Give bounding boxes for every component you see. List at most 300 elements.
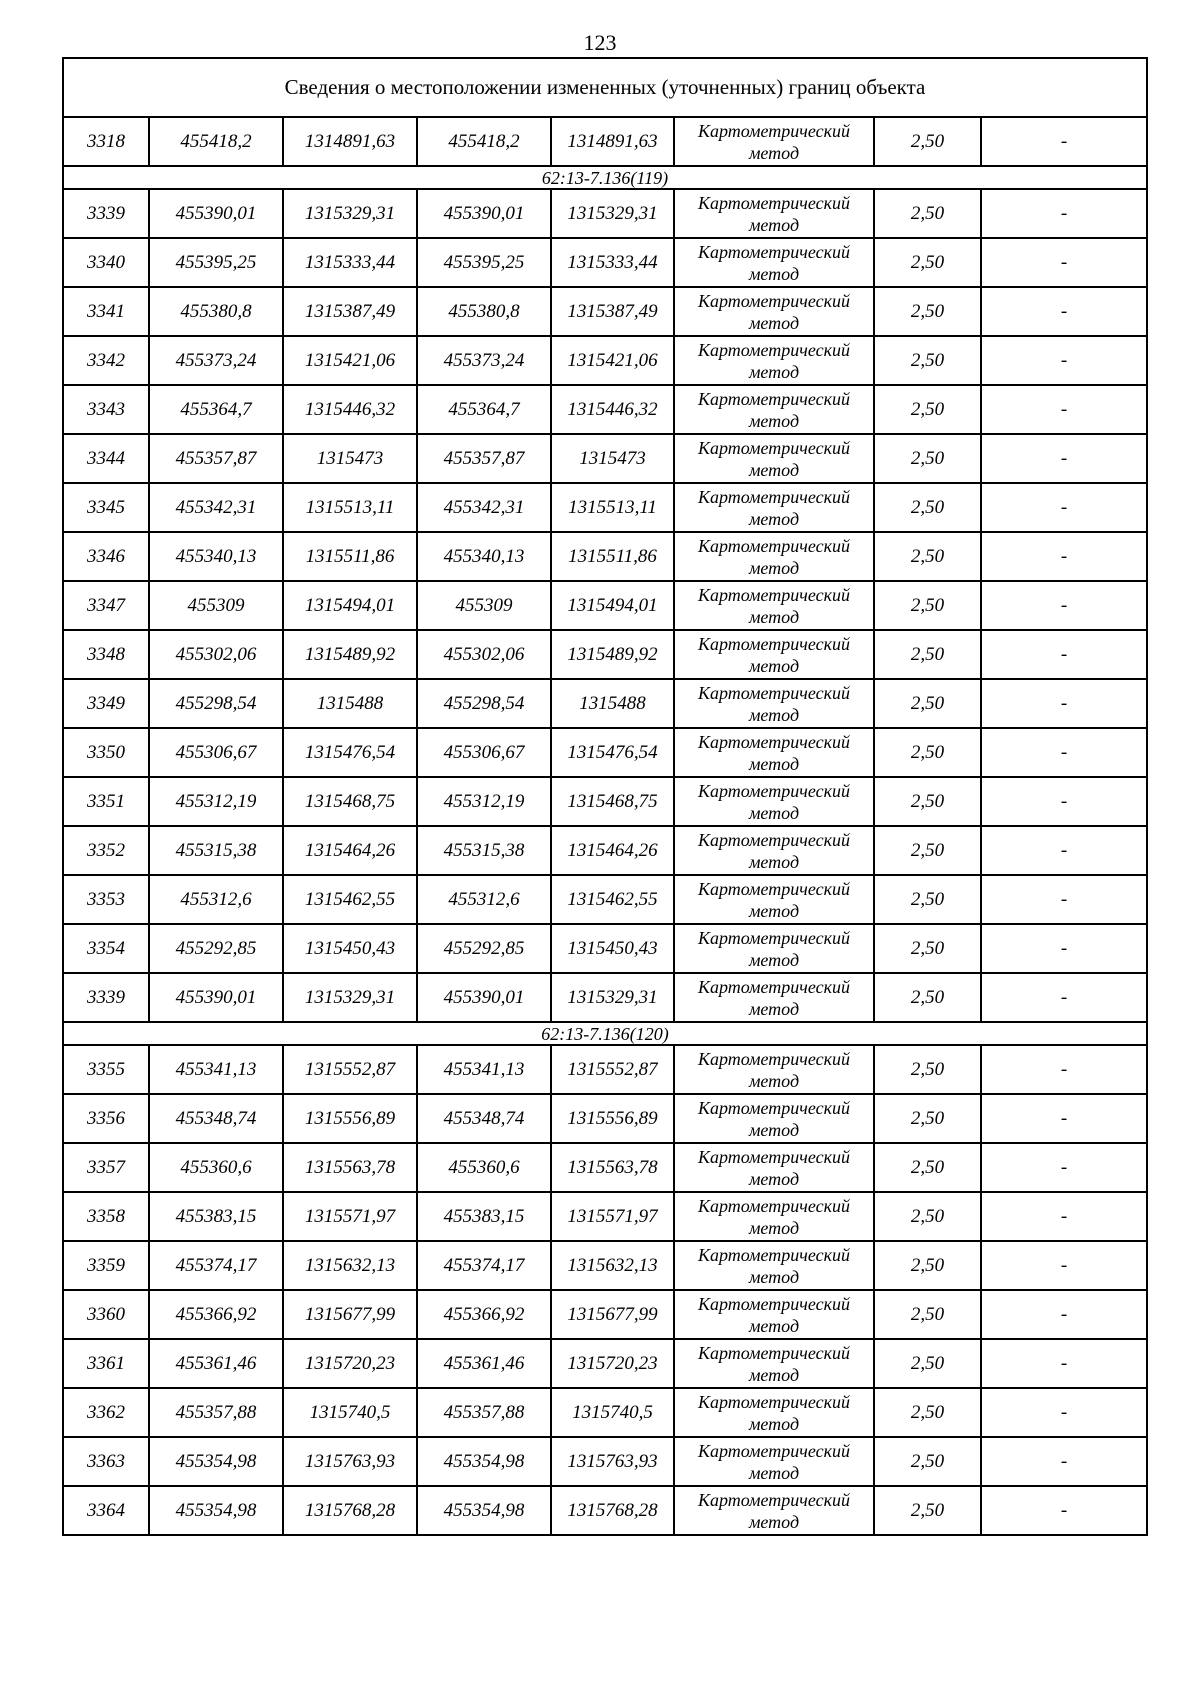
table-row	[63, 336, 1147, 385]
refined-x: 455380,8	[417, 287, 551, 336]
point-number: 3345	[63, 483, 149, 532]
description: -	[981, 532, 1147, 581]
point-number: 3364	[63, 1486, 149, 1535]
accuracy: 2,50	[874, 679, 981, 728]
method-line-1: Картометрический	[697, 388, 850, 409]
table-row	[63, 1241, 1147, 1290]
method-line-1: Картометрический	[697, 486, 850, 507]
table-row	[63, 1094, 1147, 1143]
method-line-2: метод	[748, 410, 800, 431]
accuracy: 2,50	[874, 826, 981, 875]
table-row	[63, 117, 1147, 166]
coordinates-table	[62, 57, 1148, 1536]
method	[674, 777, 874, 826]
existing-y: 1315563,78	[283, 1143, 417, 1192]
existing-y: 1315476,54	[283, 728, 417, 777]
accuracy: 2,50	[874, 973, 981, 1022]
point-number: 3354	[63, 924, 149, 973]
existing-x: 455366,92	[149, 1290, 283, 1339]
method-line-2: метод	[748, 459, 800, 480]
method-line-2: метод	[748, 802, 800, 823]
table-title: Сведения о местоположении измененных (уточненных) границ объекта	[63, 58, 1147, 117]
method	[674, 630, 874, 679]
existing-y: 1314891,63	[283, 117, 417, 166]
method-line-1: Картометрический	[697, 829, 850, 850]
existing-y: 1315489,92	[283, 630, 417, 679]
refined-y: 1315476,54	[551, 728, 674, 777]
refined-y: 1315488	[551, 679, 674, 728]
accuracy: 2,50	[874, 1094, 981, 1143]
refined-x: 455390,01	[417, 973, 551, 1022]
page-number: 123	[583, 30, 617, 55]
point-number: 3356	[63, 1094, 149, 1143]
point-number: 3350	[63, 728, 149, 777]
refined-x: 455341,13	[417, 1045, 551, 1094]
method-line-2: метод	[748, 361, 800, 382]
description: -	[981, 1241, 1147, 1290]
description: -	[981, 189, 1147, 238]
refined-y: 1315462,55	[551, 875, 674, 924]
accuracy: 2,50	[874, 1339, 981, 1388]
point-number: 3357	[63, 1143, 149, 1192]
accuracy: 2,50	[874, 1192, 981, 1241]
table-row	[63, 728, 1147, 777]
accuracy: 2,50	[874, 1486, 981, 1535]
refined-y: 1315489,92	[551, 630, 674, 679]
table-row	[63, 189, 1147, 238]
method-line-2: метод	[748, 142, 800, 163]
method	[674, 1339, 874, 1388]
existing-y: 1315768,28	[283, 1486, 417, 1535]
refined-y: 1315763,93	[551, 1437, 674, 1486]
refined-y: 1315329,31	[551, 973, 674, 1022]
accuracy: 2,50	[874, 581, 981, 630]
method-line-1: Картометрический	[697, 878, 850, 899]
refined-x: 455309	[417, 581, 551, 630]
method	[674, 875, 874, 924]
table-row	[63, 924, 1147, 973]
refined-x: 455373,24	[417, 336, 551, 385]
method-line-2: метод	[748, 851, 800, 872]
method	[674, 483, 874, 532]
point-number: 3358	[63, 1192, 149, 1241]
refined-y: 1315552,87	[551, 1045, 674, 1094]
existing-x: 455312,6	[149, 875, 283, 924]
accuracy: 2,50	[874, 1241, 981, 1290]
existing-x: 455354,98	[149, 1486, 283, 1535]
table-row	[63, 1290, 1147, 1339]
description: -	[981, 1290, 1147, 1339]
existing-y: 1315329,31	[283, 189, 417, 238]
description: -	[981, 287, 1147, 336]
method-line-1: Картометрический	[697, 1244, 850, 1265]
description: -	[981, 1437, 1147, 1486]
table-row	[63, 875, 1147, 924]
accuracy: 2,50	[874, 287, 981, 336]
method-line-2: метод	[748, 704, 800, 725]
method-line-2: метод	[748, 312, 800, 333]
refined-x: 455312,6	[417, 875, 551, 924]
method-line-1: Картометрический	[697, 1097, 850, 1118]
method-line-2: метод	[748, 655, 800, 676]
refined-y: 1315677,99	[551, 1290, 674, 1339]
point-number: 3342	[63, 336, 149, 385]
method-line-2: метод	[748, 998, 800, 1019]
accuracy: 2,50	[874, 630, 981, 679]
method-line-1: Картометрический	[697, 1146, 850, 1167]
method-line-2: метод	[748, 900, 800, 921]
description: -	[981, 483, 1147, 532]
point-number: 3362	[63, 1388, 149, 1437]
method-line-1: Картометрический	[697, 1195, 850, 1216]
refined-x: 455374,17	[417, 1241, 551, 1290]
method	[674, 117, 874, 166]
method-line-2: метод	[748, 263, 800, 284]
accuracy: 2,50	[874, 1290, 981, 1339]
method-line-1: Картометрический	[697, 927, 850, 948]
existing-x: 455383,15	[149, 1192, 283, 1241]
method-line-1: Картометрический	[697, 241, 850, 262]
method-line-1: Картометрический	[697, 1391, 850, 1412]
existing-x: 455364,7	[149, 385, 283, 434]
description: -	[981, 924, 1147, 973]
table-row	[63, 287, 1147, 336]
method-line-2: метод	[748, 1168, 800, 1189]
point-number: 3363	[63, 1437, 149, 1486]
point-number: 3351	[63, 777, 149, 826]
existing-y: 1315421,06	[283, 336, 417, 385]
method-line-1: Картометрический	[697, 1048, 850, 1069]
refined-x: 455340,13	[417, 532, 551, 581]
table-row	[63, 1486, 1147, 1535]
description: -	[981, 630, 1147, 679]
table-row	[63, 679, 1147, 728]
point-number: 3341	[63, 287, 149, 336]
method-line-2: метод	[748, 1413, 800, 1434]
existing-x: 455395,25	[149, 238, 283, 287]
description: -	[981, 728, 1147, 777]
existing-y: 1315464,26	[283, 826, 417, 875]
existing-y: 1315473	[283, 434, 417, 483]
refined-y: 1315511,86	[551, 532, 674, 581]
description: -	[981, 777, 1147, 826]
existing-x: 455418,2	[149, 117, 283, 166]
table-row	[63, 238, 1147, 287]
existing-y: 1315556,89	[283, 1094, 417, 1143]
point-number: 3348	[63, 630, 149, 679]
accuracy: 2,50	[874, 117, 981, 166]
description: -	[981, 1486, 1147, 1535]
refined-y: 1315720,23	[551, 1339, 674, 1388]
refined-x: 455360,6	[417, 1143, 551, 1192]
description: -	[981, 679, 1147, 728]
table-row	[63, 434, 1147, 483]
description: -	[981, 238, 1147, 287]
existing-x: 455354,98	[149, 1437, 283, 1486]
accuracy: 2,50	[874, 189, 981, 238]
existing-y: 1315677,99	[283, 1290, 417, 1339]
existing-x: 455302,06	[149, 630, 283, 679]
existing-x: 455374,17	[149, 1241, 283, 1290]
existing-y: 1315511,86	[283, 532, 417, 581]
method-line-1: Картометрический	[697, 192, 850, 213]
section-header-row	[63, 1022, 1147, 1045]
accuracy: 2,50	[874, 1143, 981, 1192]
point-number: 3352	[63, 826, 149, 875]
table-row	[63, 973, 1147, 1022]
refined-x: 455306,67	[417, 728, 551, 777]
method-line-1: Картометрический	[697, 1342, 850, 1363]
accuracy: 2,50	[874, 1437, 981, 1486]
refined-x: 455292,85	[417, 924, 551, 973]
method-line-2: метод	[748, 949, 800, 970]
table-row	[63, 581, 1147, 630]
point-number: 3353	[63, 875, 149, 924]
accuracy: 2,50	[874, 483, 981, 532]
refined-x: 455298,54	[417, 679, 551, 728]
method-line-1: Картометрический	[697, 535, 850, 556]
table-title-row	[63, 58, 1147, 117]
method	[674, 434, 874, 483]
existing-y: 1315720,23	[283, 1339, 417, 1388]
refined-y: 1315387,49	[551, 287, 674, 336]
refined-y: 1315333,44	[551, 238, 674, 287]
point-number: 3344	[63, 434, 149, 483]
method-line-2: метод	[748, 1462, 800, 1483]
method	[674, 1486, 874, 1535]
accuracy: 2,50	[874, 875, 981, 924]
method-line-1: Картометрический	[697, 290, 850, 311]
existing-x: 455380,8	[149, 287, 283, 336]
method-line-2: метод	[748, 1119, 800, 1140]
existing-x: 455292,85	[149, 924, 283, 973]
point-number: 3339	[63, 189, 149, 238]
accuracy: 2,50	[874, 385, 981, 434]
accuracy: 2,50	[874, 238, 981, 287]
refined-x: 455348,74	[417, 1094, 551, 1143]
description: -	[981, 1094, 1147, 1143]
refined-y: 1315556,89	[551, 1094, 674, 1143]
method	[674, 728, 874, 777]
existing-x: 455340,13	[149, 532, 283, 581]
existing-x: 455315,38	[149, 826, 283, 875]
method	[674, 1045, 874, 1094]
refined-y: 1315632,13	[551, 1241, 674, 1290]
method-line-1: Картометрический	[697, 976, 850, 997]
point-number: 3361	[63, 1339, 149, 1388]
method	[674, 532, 874, 581]
method	[674, 1388, 874, 1437]
existing-x: 455361,46	[149, 1339, 283, 1388]
refined-x: 455315,38	[417, 826, 551, 875]
method	[674, 336, 874, 385]
existing-y: 1315513,11	[283, 483, 417, 532]
refined-y: 1315446,32	[551, 385, 674, 434]
table-row	[63, 1143, 1147, 1192]
existing-y: 1315333,44	[283, 238, 417, 287]
table-row	[63, 1192, 1147, 1241]
method-line-2: метод	[748, 1217, 800, 1238]
method-line-2: метод	[748, 508, 800, 529]
method	[674, 189, 874, 238]
refined-y: 1315494,01	[551, 581, 674, 630]
refined-y: 1315450,43	[551, 924, 674, 973]
method	[674, 1143, 874, 1192]
method	[674, 826, 874, 875]
table-row	[63, 532, 1147, 581]
section-label: 62:13-7.136(120)	[63, 1022, 1147, 1045]
section-header-row	[63, 166, 1147, 189]
table-body	[63, 58, 1147, 1535]
table-row	[63, 1388, 1147, 1437]
refined-x: 455354,98	[417, 1437, 551, 1486]
method-line-2: метод	[748, 1315, 800, 1336]
method-line-2: метод	[748, 214, 800, 235]
method-line-1: Картометрический	[697, 584, 850, 605]
table-row	[63, 1045, 1147, 1094]
method	[674, 581, 874, 630]
accuracy: 2,50	[874, 924, 981, 973]
table-row	[63, 630, 1147, 679]
method-line-1: Картометрический	[697, 780, 850, 801]
refined-x: 455354,98	[417, 1486, 551, 1535]
method-line-1: Картометрический	[697, 339, 850, 360]
accuracy: 2,50	[874, 434, 981, 483]
existing-x: 455373,24	[149, 336, 283, 385]
method-line-1: Картометрический	[697, 1489, 850, 1510]
accuracy: 2,50	[874, 777, 981, 826]
description: -	[981, 1045, 1147, 1094]
method	[674, 238, 874, 287]
refined-x: 455418,2	[417, 117, 551, 166]
point-number: 3360	[63, 1290, 149, 1339]
existing-x: 455357,88	[149, 1388, 283, 1437]
accuracy: 2,50	[874, 1388, 981, 1437]
existing-x: 455342,31	[149, 483, 283, 532]
existing-x: 455348,74	[149, 1094, 283, 1143]
point-number: 3359	[63, 1241, 149, 1290]
method-line-1: Картометрический	[697, 731, 850, 752]
refined-x: 455390,01	[417, 189, 551, 238]
method-line-2: метод	[748, 1364, 800, 1385]
method-line-2: метод	[748, 557, 800, 578]
method-line-2: метод	[748, 753, 800, 774]
existing-x: 455357,87	[149, 434, 283, 483]
method	[674, 1192, 874, 1241]
table-row	[63, 483, 1147, 532]
existing-x: 455341,13	[149, 1045, 283, 1094]
description: -	[981, 1192, 1147, 1241]
refined-x: 455395,25	[417, 238, 551, 287]
refined-y: 1315473	[551, 434, 674, 483]
accuracy: 2,50	[874, 336, 981, 385]
point-number: 3340	[63, 238, 149, 287]
accuracy: 2,50	[874, 532, 981, 581]
point-number: 3349	[63, 679, 149, 728]
existing-y: 1315387,49	[283, 287, 417, 336]
description: -	[981, 973, 1147, 1022]
method-line-1: Картометрический	[697, 1293, 850, 1314]
method	[674, 679, 874, 728]
table-row	[63, 826, 1147, 875]
point-number: 3347	[63, 581, 149, 630]
method	[674, 1290, 874, 1339]
table-row	[63, 1339, 1147, 1388]
refined-y: 1315468,75	[551, 777, 674, 826]
existing-y: 1315450,43	[283, 924, 417, 973]
method	[674, 1241, 874, 1290]
existing-y: 1315494,01	[283, 581, 417, 630]
existing-x: 455390,01	[149, 973, 283, 1022]
description: -	[981, 875, 1147, 924]
accuracy: 2,50	[874, 728, 981, 777]
method-line-1: Картометрический	[697, 682, 850, 703]
method	[674, 1094, 874, 1143]
existing-y: 1315571,97	[283, 1192, 417, 1241]
refined-x: 455357,87	[417, 434, 551, 483]
refined-y: 1315421,06	[551, 336, 674, 385]
existing-y: 1315552,87	[283, 1045, 417, 1094]
refined-y: 1315740,5	[551, 1388, 674, 1437]
existing-y: 1315446,32	[283, 385, 417, 434]
method-line-1: Картометрический	[697, 1440, 850, 1461]
method	[674, 924, 874, 973]
table-row	[63, 777, 1147, 826]
existing-y: 1315740,5	[283, 1388, 417, 1437]
description: -	[981, 581, 1147, 630]
method	[674, 287, 874, 336]
point-number: 3355	[63, 1045, 149, 1094]
existing-y: 1315632,13	[283, 1241, 417, 1290]
description: -	[981, 117, 1147, 166]
existing-y: 1315329,31	[283, 973, 417, 1022]
refined-y: 1315464,26	[551, 826, 674, 875]
method-line-1: Картометрический	[697, 120, 850, 141]
existing-x: 455309	[149, 581, 283, 630]
existing-x: 455298,54	[149, 679, 283, 728]
refined-y: 1315513,11	[551, 483, 674, 532]
refined-x: 455312,19	[417, 777, 551, 826]
refined-x: 455383,15	[417, 1192, 551, 1241]
method-line-1: Картометрический	[697, 633, 850, 654]
method-line-2: метод	[748, 1266, 800, 1287]
point-number: 3346	[63, 532, 149, 581]
refined-y: 1315768,28	[551, 1486, 674, 1535]
description: -	[981, 434, 1147, 483]
section-label: 62:13-7.136(119)	[63, 166, 1147, 189]
refined-x: 455357,88	[417, 1388, 551, 1437]
refined-y: 1315563,78	[551, 1143, 674, 1192]
refined-y: 1315329,31	[551, 189, 674, 238]
table-row	[63, 385, 1147, 434]
existing-y: 1315462,55	[283, 875, 417, 924]
refined-x: 455364,7	[417, 385, 551, 434]
existing-y: 1315468,75	[283, 777, 417, 826]
refined-y: 1314891,63	[551, 117, 674, 166]
description: -	[981, 385, 1147, 434]
existing-y: 1315488	[283, 679, 417, 728]
description: -	[981, 1339, 1147, 1388]
existing-x: 455390,01	[149, 189, 283, 238]
method-line-1: Картометрический	[697, 437, 850, 458]
refined-x: 455361,46	[417, 1339, 551, 1388]
existing-x: 455306,67	[149, 728, 283, 777]
method-line-2: метод	[748, 1070, 800, 1091]
table-row	[63, 1437, 1147, 1486]
point-number: 3343	[63, 385, 149, 434]
point-number: 3339	[63, 973, 149, 1022]
refined-x: 455342,31	[417, 483, 551, 532]
